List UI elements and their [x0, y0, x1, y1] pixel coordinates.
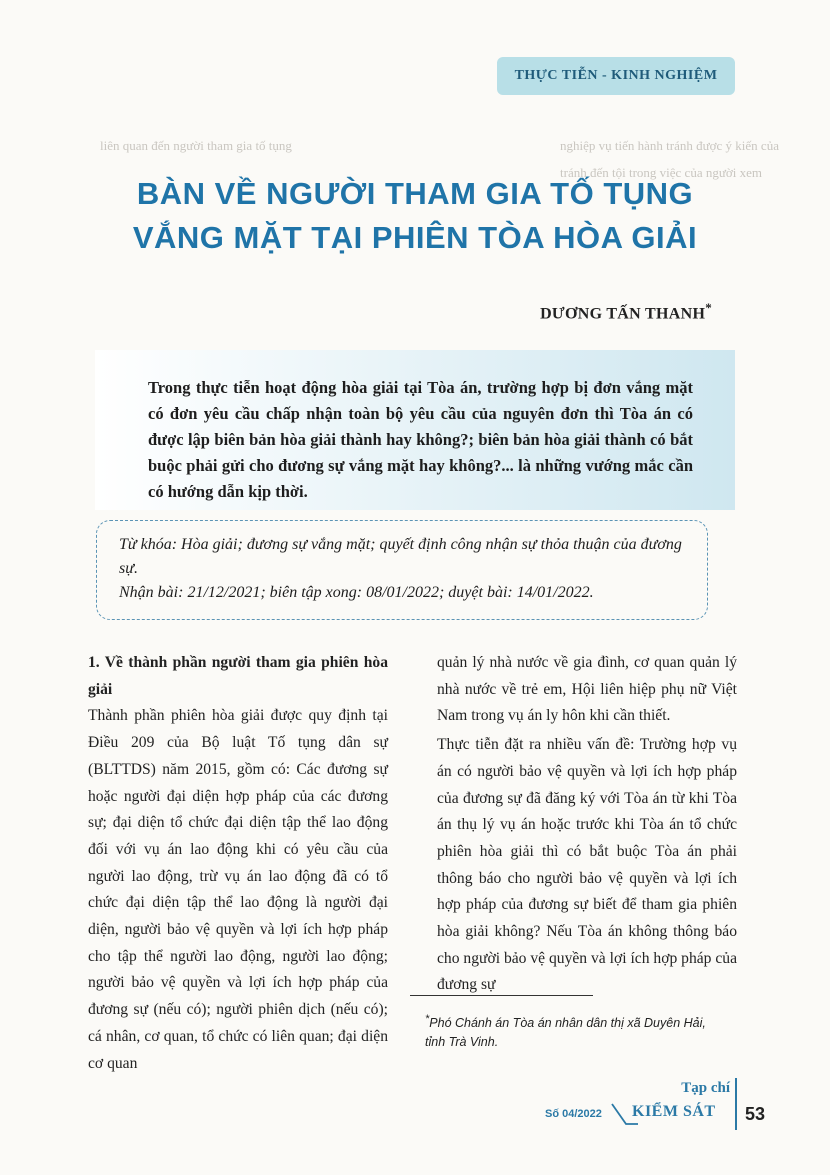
title-line-2: VẮNG MẶT TẠI PHIÊN TÒA HÒA GIẢI [132, 220, 698, 255]
author-name [540, 300, 712, 323]
journal-label: Tạp chí [681, 1080, 730, 1096]
author-footnote-mark: * [705, 300, 712, 315]
submission-dates: Nhận bài: 21/12/2021; biên tập xong: 08/01/2022; duyệt bài: 14/01/2022. [119, 584, 594, 601]
keywords: Từ khóa: Hòa giải; đương sự vắng mặt; quyết định công nhận sự thỏa thuận của đương sự. [119, 536, 682, 577]
bleed-through-text: tránh đến tội trong việc của người xem [560, 165, 763, 180]
footnote-mark: * [425, 1013, 430, 1025]
abstract: Trong thực tiễn hoạt động hòa giải tại Tòa án, trường hợp bị đơn vắng mặt có đơn yêu cầu chấp nhận toàn bộ yêu cầu của nguyên đơn thì Tòa án có được lập biên bản hòa giải thành hay không?; biên bản hòa giải thành có bắt buộc phải gửi cho đương sự vắng mặt hay không?... là những vướng mắc cần có hướng dẫn kịp thời. [148, 378, 693, 501]
article-title [120, 172, 710, 260]
footnote-text: Phó Chánh án Tòa án nhân dân thị xã Duyên Hải, tỉnh Trà Vinh. [425, 1016, 706, 1050]
issue-number: Số 04/2022 [545, 1108, 602, 1120]
bleed-through-text: nghiệp vụ tiến hành tránh được ý kiến của [560, 138, 779, 153]
bleed-through-text: liên quan đến người tham gia tố tụng [100, 138, 292, 153]
section-heading: 1. Về thành phần người tham gia phiên hòa giải [88, 654, 388, 698]
title-line-1: BÀN VỀ NGƯỜI THAM GIA TỐ TỤNG [136, 176, 694, 211]
body-column-right [437, 650, 737, 999]
footer-divider [735, 1078, 737, 1130]
page-number: 53 [745, 1104, 766, 1124]
keyword-box [96, 520, 708, 620]
body-paragraph: Thực tiễn đặt ra nhiều vấn đề: Trường hợp vụ án có người bảo vệ quyền và lợi ích hợp pháp của đương sự đã đăng ký với Tòa án từ khi Tòa án thụ lý vụ án hoặc trước khi Tòa án tổ chức phiên hòa giải thì có bắt buộc Tòa án phải thông báo cho người bảo vệ quyền và lợi ích hợp pháp của đương sự biết để tham gia phiên hòa giải không? Nếu Tòa án không thông báo cho người bảo vệ quyền và lợi ích hợp pháp của đương sự [437, 736, 737, 994]
section-label: THỰC TIỄN - KINH NGHIỆM [497, 57, 735, 95]
body-column-left [88, 650, 388, 1077]
footnote-rule [410, 995, 593, 996]
body-paragraph: Thành phần phiên hòa giải được quy định tại Điều 209 của Bộ luật Tố tụng dân sự (BLTTDS) năm 2015, gồm có: Các đương sự hoặc người đại diện hợp pháp của các đương sự; đại diện tổ chức đại diện tập thể lao động đối với vụ án lao động khi có yêu cầu của người lao động, trừ vụ án lao động đã có tổ chức đại diện tập thể lao động là người đại diện, người bảo vệ quyền và lợi ích hợp pháp cho tập thể người lao động, người lao động; người bảo vệ quyền và lợi ích hợp pháp của đương sự (nếu có); người phiên dịch (nếu có); cá nhân, cơ quan, tổ chức có liên quan; đại diện cơ quan [88, 707, 388, 1072]
journal-name: KIỂM SÁT [632, 1103, 716, 1120]
footnote [425, 1010, 725, 1052]
body-paragraph: quản lý nhà nước về gia đình, cơ quan quản lý nhà nước về trẻ em, Hội liên hiệp phụ nữ Việt Nam trong vụ án ly hôn khi cần thiết. [437, 654, 737, 725]
author-text: DƯƠNG TẤN THANH [540, 305, 706, 323]
